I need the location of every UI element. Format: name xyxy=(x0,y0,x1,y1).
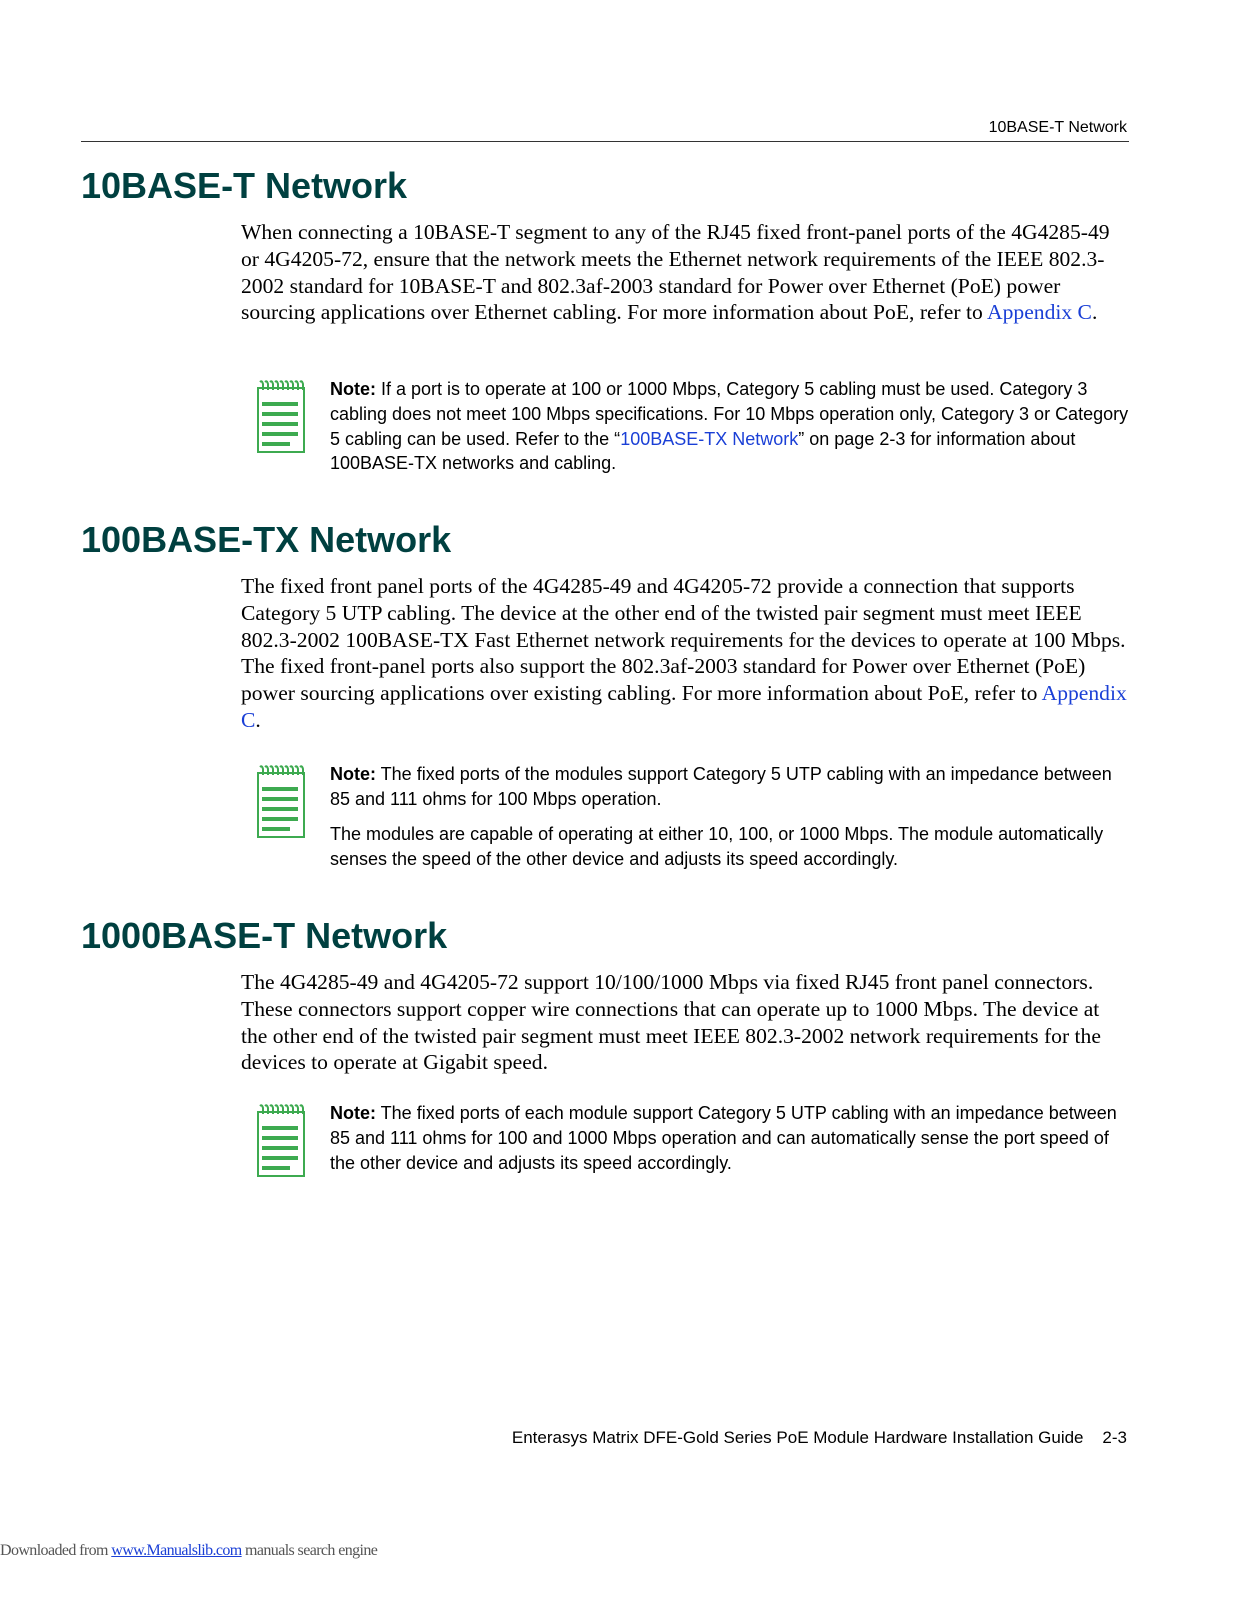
page-footer xyxy=(512,1428,1127,1448)
note-text: Note: The fixed ports of each module support Category 5 UTP cabling with an impedance between 85 and 111 ohms for 100 and 1000 Mbps operation and can automatically sense the port speed of the other device and adjusts its speed accordingly. xyxy=(330,1103,1117,1173)
page-number: 2-3 xyxy=(1102,1428,1127,1447)
footer-title: Enterasys Matrix DFE-Gold Series PoE Module Hardware Installation Guide xyxy=(511,1428,1084,1447)
notepad-icon xyxy=(256,765,308,839)
section-body: When connecting a 10BASE-T segment to any of the RJ45 fixed front-panel ports of the 4G4285-49 or 4G4205-72, ensure that the network meets the Ethernet network requirements of the IEEE 802.3-2002 standard for 10BASE-T and 802.3af-2003 standard for Power over Ethernet (PoE) power sourcing applications over Ethernet cabling. For more information about PoE, refer to Appendix C. xyxy=(241,220,1110,325)
section-title: 100BASE-TX Network xyxy=(81,519,452,560)
header-rule xyxy=(81,141,1129,142)
notepad-icon xyxy=(256,1104,308,1178)
manualslib-link[interactable]: www.Manualslib.com xyxy=(111,1542,242,1559)
download-line: Downloaded from www.Manualslib.com manuals search engine xyxy=(0,1542,378,1559)
section-body: The fixed front panel ports of the 4G4285-49 and 4G4205-72 provide a connection that supports Category 5 UTP cabling. The device at the other end of the twisted pair segment must meet IEEE 802.3-2002 100BASE-TX Fast Ethernet network requirements for the devices to operate at 100 Mbps. The fixed front-panel ports also support the 802.3af-2003 standard for Power over Ethernet (PoE) power sourcing applications over existing cabling. For more information about PoE, refer to Appendix C. xyxy=(241,574,1127,732)
appendix-c-link[interactable]: Appendix C xyxy=(241,681,1127,732)
note-text: Note: The fixed ports of the modules support Category 5 UTP cabling with an impedance between 85 and 111 ohms for 100 Mbps operation. xyxy=(330,764,1112,809)
section-body: The 4G4285-49 and 4G4205-72 support 10/100/1000 Mbps via fixed RJ45 front panel connectors. These connectors support copper wire connections that can operate up to 1000 Mbps. The device at the other end of the twisted pair segment must meet IEEE 802.3-2002 network requirements for the devices to operate at Gigabit speed. xyxy=(241,970,1101,1075)
section-title: 1000BASE-T Network xyxy=(81,915,448,956)
appendix-c-link[interactable]: Appendix C xyxy=(987,300,1092,325)
section-title: 10BASE-T Network xyxy=(81,165,408,206)
notepad-icon xyxy=(256,380,308,454)
note-text: Note: If a port is to operate at 100 or 1000 Mbps, Category 5 cabling must be used. Category 3 cabling does not meet 100 Mbps specifications. For 10 Mbps operation only, Category 3 or Category 5 cabling can be used. Refer to the “100BASE-TX Network” on page 2-3 for information about 100BASE-TX networks and cabling. xyxy=(330,379,1129,474)
100base-tx-link[interactable]: 100BASE-TX Network xyxy=(620,428,799,449)
running-header: 10BASE-T Network xyxy=(988,119,1127,136)
note-text-2: The modules are capable of operating at either 10, 100, or 1000 Mbps. The module automatically senses the speed of the other device and adjusts its speed accordingly. xyxy=(330,824,1104,869)
